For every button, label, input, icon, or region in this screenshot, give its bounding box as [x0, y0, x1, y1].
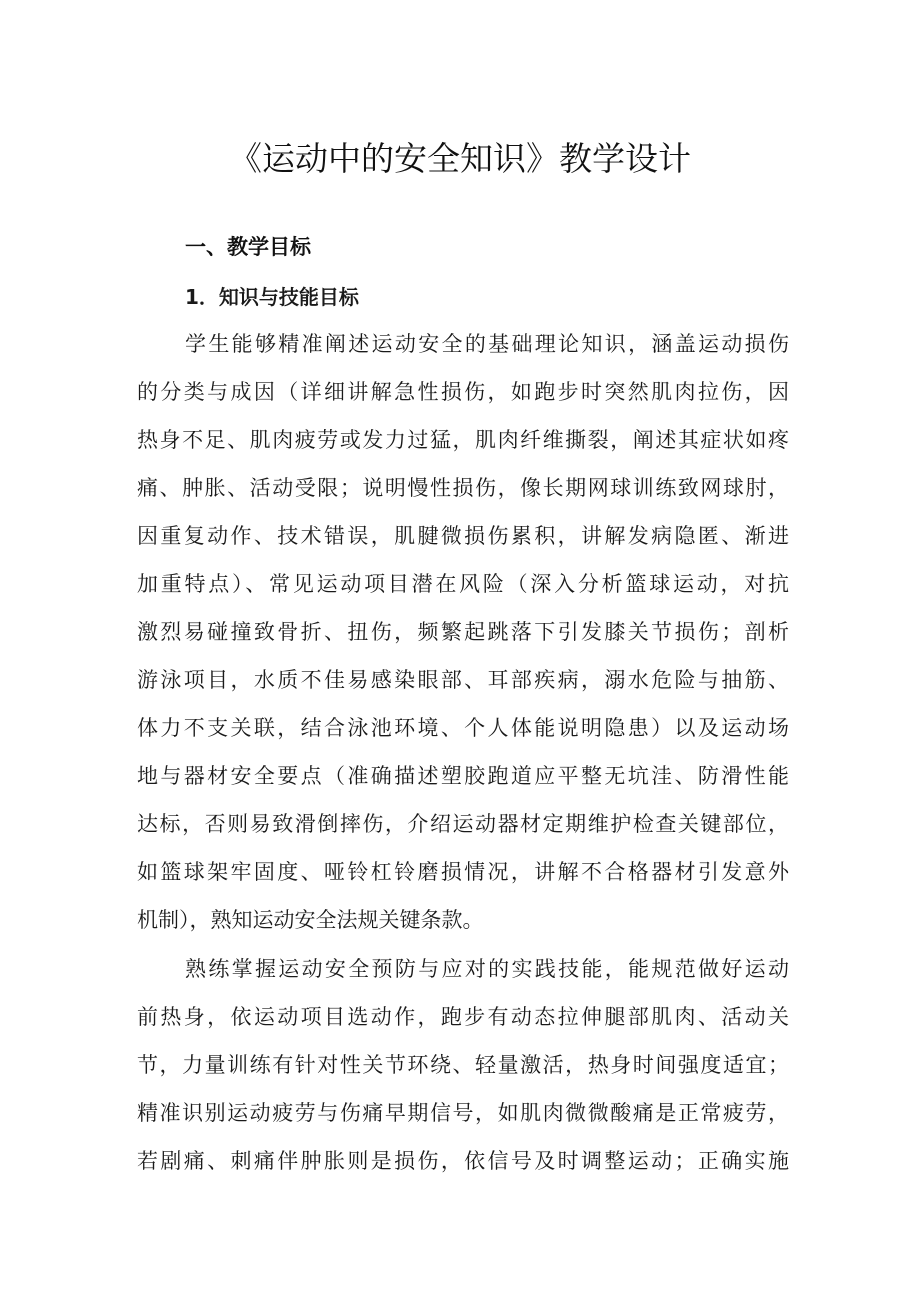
- paragraph-line: 痛、肿胀、活动受限；说明慢性损伤，像长期网球训练致网球肘，: [137, 476, 789, 500]
- document-title: 《运动中的安全知识》教学设计: [229, 139, 691, 178]
- paragraph-line: 前热身，依运动项目选动作，跑步有动态拉伸腿部肌肉、活动关: [137, 1005, 789, 1029]
- paragraph-line: 地与器材安全要点（准确描述塑胶跑道应平整无坑洼、防滑性能: [137, 764, 789, 788]
- paragraph-line: 若剧痛、刺痛伴肿胀则是损伤，依信号及时调整运动；正确实施: [137, 1149, 789, 1173]
- paragraph-line: 如篮球架牢固度、哑铃杠铃磨损情况，讲解不合格器材引发意外: [137, 860, 789, 884]
- paragraph-knowledge: [137, 320, 789, 944]
- paragraph-line: 热身不足、肌肉疲劳或发力过猛，肌肉纤维撕裂，阐述其症状如疼: [137, 428, 789, 452]
- paragraph-line: 体力不支关联，结合泳池环境、个人体能说明隐患）以及运动场: [137, 716, 789, 740]
- section-heading: 一、教学目标: [185, 235, 311, 259]
- paragraph-line: 学生能够精准阐述运动安全的基础理论知识，涵盖运动损伤: [185, 332, 789, 356]
- paragraph-line: 精准识别运动疲劳与伤痛早期信号，如肌肉微微酸痛是正常疲劳，: [137, 1101, 789, 1125]
- paragraph-line: 的分类与成因（详细讲解急性损伤，如跑步时突然肌肉拉伤，因: [137, 380, 789, 404]
- paragraph-skills: [137, 945, 789, 1185]
- paragraph-line: 激烈易碰撞致骨折、扭伤，频繁起跳落下引发膝关节损伤；剖析: [137, 620, 789, 644]
- paragraph-line: 达标，否则易致滑倒摔伤，介绍运动器材定期维护检查关键部位，: [137, 812, 789, 836]
- paragraph-line: 加重特点）、常见运动项目潜在风险（深入分析篮球运动，对抗: [137, 572, 789, 596]
- sub-heading: 1．知识与技能目标: [185, 285, 359, 309]
- paragraph-line: 节，力量训练有针对性关节环绕、轻量激活，热身时间强度适宜；: [137, 1053, 789, 1077]
- paragraph-line: 熟练掌握运动安全预防与应对的实践技能，能规范做好运动: [185, 957, 789, 981]
- paragraph-line: 机制），熟知运动安全法规关键条款。: [137, 908, 484, 932]
- paragraph-line: 游泳项目，水质不佳易感染眼部、耳部疾病，溺水危险与抽筋、: [137, 668, 789, 692]
- paragraph-line: 因重复动作、技术错误，肌腱微损伤累积，讲解发病隐匿、渐进: [137, 524, 789, 548]
